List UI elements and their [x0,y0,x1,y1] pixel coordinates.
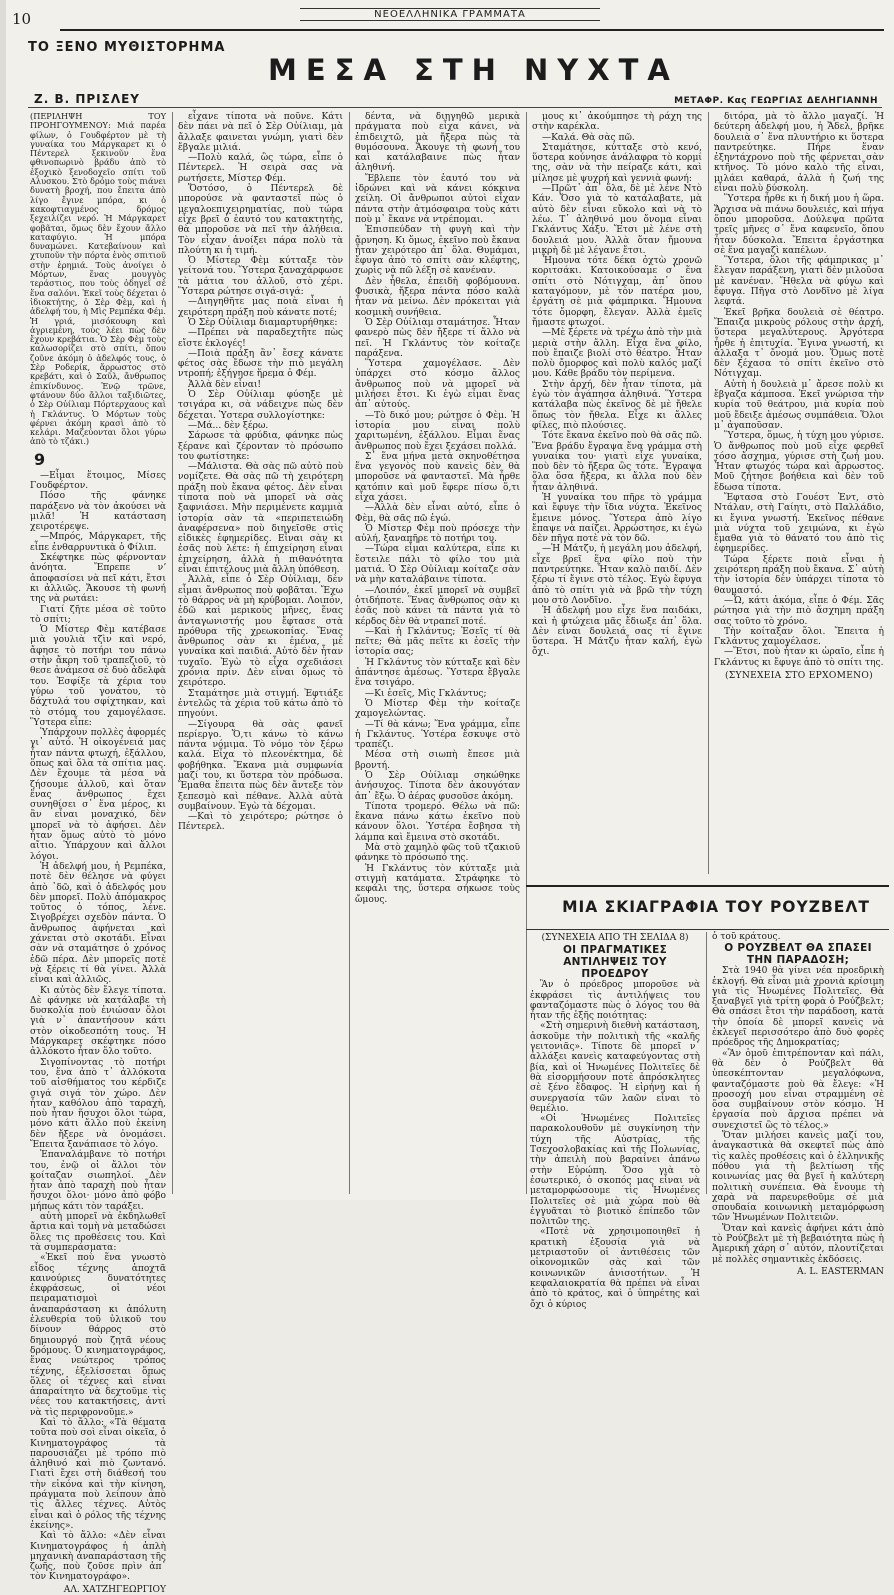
paragraph: —Ἀλλὰ δὲν εἶναι αὐτό, εἶπε ὁ Φὲμ, θὰ σᾶς πῶ ἐγώ. [355,503,520,524]
paragraph: Σ᾽ ἕνα μήνα μετὰ σκηνοθέτησα ἕνα γεγονὸς ποὺ κανεὶς δὲν θὰ μποροῦσε νὰ φανταστεῖ. Μὰ ἦρθε κατόπιν καὶ μοῦ ἔφερε πίσω ὅ,τι εἶχα χάσει. [355,451,520,503]
paragraph: Ὕστερα, ὅμως, ἡ τύχη μου γύρισε. Ὁ ἄνθρωπος ποὺ μοῦ εἶχε φερθεῖ τόσο ἄσχημα, γύρισε στὴ ζωή μου. Ἦταν φτωχός τώρα καὶ ἄρρωστος. Μοῦ ζήτησε βοήθεια καὶ δὲν τοῦ ἔδωσα τίποτα. [714,431,884,493]
page-edge-shadow [0,0,6,1200]
column-divider [349,112,350,1194]
paragraph: αὐτὴ μπορεῖ νὰ ἐκδηλωθεῖ ἄρτια καὶ τομὴ νὰ μεταδώσει ὅλες τις προθέσεις του. Καὶ τὰ συμπεράσματα: [30,1212,166,1253]
paragraph: Ἀλλὰ, εἶπε ὁ Σὲρ Οὐίλιαμ, δὲν εἶμαι ἄνθρωπος ποὺ φοβᾶται. Ἔχω τὸ θάρρος νὰ μὴ κρύβομαι. Λοιπόν, ἐδῶ καὶ μερικοὺς μῆνες, ἕνας ἀνταγωνιστής μου ἔφτασε στὰ πρόθυρα τῆς χρεωκοπίας. Ἔνας ἄνθρωπος σὰν κι ἐμένα, μὲ γυναίκα καὶ παιδιά. Αὐτὸ δὲν ἦταν τυχαῖο. Ἐγὼ τὸ εἶχα σχεδιάσει χρόνια πρίν. Δὲν εἶναι ὅμως τὸ χειρότερο. [178,575,343,689]
paragraph: Ἡ γυναίκα του πῆρε τὸ γράμμα καὶ ἔφυγε τὴν ἴδια νύχτα. Ἐκεῖνος ἔμεινε μόνος. Ὕστερα ἀπὸ λίγο ἔπαψε νὰ παίζει. Ἀρρώστησε, κι ἐγὼ δὲν πῆγα ποτὲ νὰ τὸν δῶ. [532,492,702,545]
column-1-paragraphs [30,471,166,1583]
roosevelt-signature: A. L. EASTERMAN [797,1266,884,1277]
paragraph: —Ἡ Μάτζυ, ἡ μεγάλη μου ἀδελφή, εἶχε βρεῖ ἕνα φίλο ποὺ τὴν παντρεύτηκε. Ἦταν καλὸ παιδί. Δὲν ξέρω τί ἔγινε στὸ τέλος. Ἐγὼ ἔφυγα ἀπὸ τὸ σπίτι γιὰ νὰ βρῶ τὴν τύχη μου στὸ Λονδῖνο. [532,544,702,606]
paragraph: —Πολὺ καλά, ὣς τώρα, εἶπε ὁ Πέντερελ. Ἡ σειρὰ σας νὰ ρωτήσετε, Μίστερ Φέμ. [178,153,343,184]
column-divider [526,112,527,1194]
roosevelt-article-title: ΜΙΑ ΣΚΙΑΓΡΑΦΙΑ ΤΟΥ ΡΟΥΖΒΕΛΤ [562,898,870,916]
paragraph: Σκέφτηκε πὼς φέρνονταν ἀνόητα. Ἔπρεπε νʼ ἀποφασίσει νὰ πεῖ κάτι, ἔτσι κι ἀλλιῶς. Ἄκουσε τὴ φωνή της νὰ ρωτάει: [30,553,166,605]
title-rule [28,107,882,108]
paragraph: —Κι ἐσεῖς, Μὶς Γκλάντυς; [365,688,487,699]
article-author: Ζ. Β. ΠΡΙΣΛΕΥ [34,92,140,106]
paragraph: —Μπρός, Μάργκαρετ, τῆς εἶπε ἐνθαρρυντικὰ ὁ Φίλιπ. [30,532,166,553]
paragraph: Ὁ Σὲρ Οὐίλιαμ διαμαρτυρήθηκε: [188,317,338,328]
paragraph: —Τί θὰ κάνω; Ἕνα γράμμα, εἶπε ἡ Γκλάντυς. Ὑστέρα ἔσκυψε στὸ τραπέζι. [355,719,520,751]
continued-note: (ΣΥΝΕΧΕΙΑ ΣΤΟ ΕΡΧΟΜΕΝΟ) [724,671,874,682]
paragraph: «Ἐκεῖ ποὺ ἕνα γνωστὸ εἶδος τέχνης ἀποχτᾶ καινούριες δυνατότητες ἐκφράσεως, οἱ νέοι πειραματισμοὶ ἀναπαράσταση κι ἀπόλυτη ἐλευθερία τοῦ ὑλικοῦ του δίνουν θάρρος στὸ δημιουργό ποὺ ζητᾶ νέους δρόμους. Ὁ κινηματογράφος, ἕνας νεώτερος τρόπος τέχνης, ἐξελίσσεται ὅπως ὅλες οἱ τέχνες καὶ εἶναι ἀπαραίτητο νὰ δεχτοῦμε τὶς νέες του κατακτήσεις, ἀντὶ νὰ τὶς περιφρονοῦμε.» [30,1253,166,1418]
header-rule [60,29,884,31]
paragraph: Ἐκεῖ βρῆκα δουλειὰ σὲ θέατρο. Ἔπαιζα μικροὺς ρόλους στὴν ἀρχή, ὕστερα μεγαλύτερους. Ἀργότερα ἦρθε ἡ ἐπιτυχία. Ἔγινα γνωστή, κι ἄλλαξα τ᾽ ὄνομά μου. Ὅμως ποτὲ δὲν ξέχασα τὸ σπίτι ἐκεῖνο στὸ Νότιγχαμ. [714,307,884,380]
paragraph: Στὴν ἀρχή, δὲν ἦταν τίποτα, μὰ ἐγὼ τὸν ἀγάπησα ἀληθινά. Ὕστερα κατάλαβα πὼς ἐκεῖνος δὲ μὲ ἤθελε ὅπως τὸν ἤθελα. Εἶχε κι ἄλλες φίλες, πιὸ πλούσιες. [532,379,702,431]
paragraph: Σταμάτησε, κύτταξε στὸ κενό, ὕστερα κούνησε ἀνάλαφρα τὸ κορμί της, σὰν νὰ τὴν πείραζε κάτι, καὶ μίλησε μὲ ψυχρή καὶ γεννιὰ φωνή: [532,142,702,184]
paragraph: —Τὸ δικό μου; ρώτησε ὁ Φὲμ. Ἡ ἱστορία μου εἶναι πολὺ χαριτωμένη, ἐξάλλου. Εἶμαι ἕνας ἄνθρωπος ποὺ ἔχει ξεχάσει πολλά. [355,410,520,452]
paragraph: Ἀλλὰ δὲν εἶναι! [188,379,262,390]
paragraph: Ὕστερα ἦρθε κι ἡ δική μου ἡ ὥρα. Ἄρχισα νὰ πιάνω δουλειές, καὶ πήγα ὅπου μποροῦσα. Δούλεψα πρῶτα τρεῖς μῆνες σ᾽ ἕνα καφενεῖο, ὅπου ἦταν δύσκολα. Ἔπειτα ἐργάστηκα σὲ ἕνα μαγαζὶ καπέλων. [714,194,884,256]
paragraph: Στὰ 1940 θὰ γίνει νέα προεδρικὴ ἐκλογή. Θὰ εἶναι μιὰ χρονιὰ κρίσιμη γιὰ τὶς Ἡνωμένες Πολιτεῖες. Θὰ ξαναβγεῖ γιὰ τρίτη φορὰ ὁ Ρούζβελτ; Θὰ σπάσει ἔτσι τὴν παράδοση, κατὰ τὴν ὁποία δὲ μπορεῖ κανεὶς νὰ ἐκλεγεῖ περισσότερο ἀπὸ δυὸ φορὲς πρόεδρος τῆς Δημοκρατίας; [712,966,884,1049]
column-7 [712,932,884,1277]
summary-text: (ΠΕΡΙΛΗΨΗ ΤΟΥ ΠΡΟΗΓΟΥΜΕΝΟΥ: Μιά παρέα φίλων, ὁ Γουδφέρτον μὲ τὴ γυναίκα του Μάργκαρετ κι ὁ Πέντερελ ξεκινοῦν ἕνα φθινοπωρινὸ βράδυ ἀπὸ τὸ ἐξοχικὸ ξενοδοχεῖο σπίτι τοῦ Αλυσκου. Στὸ δρόμο τοὺς πιάνει δυνατὴ βροχή, που ἔπειτα ἀπὸ λίγο ἔγινε μπόρα, κι ὁ κακοφτιαγμένος δρόμος ξεχειλίζει νερό. Ἡ Μάργκαρετ φοβᾶται, ὅμως δὲν ἔχουν ἄλλο καταφύγιο. Ἡ μπόρα δυναμώνει. Κατεβαίνουν καὶ χτυποῦν τὴν πόρτα ἑνὸς σπιτιοῦ στὴν ἐρημιά. Τοὺς ἀνοίγει ὁ Μόρτων, ἕνας μουγγὸς τεράστιος, που τοὺς ὁδηγεῖ σὲ ἕνα σαλόνι. Ἐκεῖ τοὺς δέχεται ὁ ἰδιοκτήτης, ὁ Σὲρ Φὲμ, καὶ ἡ ἀδελφή του, ἡ Μὶς Ρεμπέκα Φέμ. Ἡ γριά, μισόκουφη καὶ ἀγριεμένη, τοὺς λέει πὼς δὲν ἔχουν κρεβάτια. Ὁ Σὲρ Φὲμ τοὺς καλωσορίζει στὸ σπίτι, ὅπου ζοῦνε ἀκόμη ὁ ἀδελφός τους, ὁ Σὲρ Ροδερίκ, ἄρρωστος στὸ κρεβάτι, καὶ ὁ Σαῦλ, ἄνθρωπος ἐπικίνδυνος. Ἐνῷ τρῶνε, φτάνουν δύο ἄλλοι ταξιδιῶτες, ὁ Σὲρ Οὐίλιαμ Πόρτερχαους καὶ ἡ Γκλάντυς. Ὁ Μόρτων τοὺς φέρνει ἀκόμη κρασὶ ἀπὸ τὸ κελάρι. Μαζεύονται ὅλοι γύρω ἀπὸ τὸ τζάκι.) [30,111,166,447]
paragraph: —Διηγηθῆτε μας ποιὰ εἶναι ἡ χειρότερη πράξη ποὺ κάνατε ποτέ; [178,297,343,318]
paragraph: Ἡ ἀδελφή μου, ἡ Ρεμπέκα, ποτὲ δὲν θέλησε νὰ φύγει ἀπὸ ᾽δῶ, καὶ ὁ ἀδελφός μου δὲν μπορεῖ. Πολὺ ἀπόμακρος τοῦτος ὁ τόπος, λένε. Σιγοβρέχει σχεδὸν πάντα. Ὁ ἄνθρωπος ἀφήνεται καὶ χάνεται στὸ σκοτάδι. Εἶναι σὰν νὰ σταμάτησε ὁ χρόνος ἐδῶ πέρα. Δὲν μπορεῖς ποτὲ νὰ ξέρεις τί θὰ γίνει. Ἀλλὰ εἶναι καὶ ἀλλιῶς. [30,861,166,986]
paragraph: Ὁ Μίστερ Φὲμ κατέβασε μιὰ γουλιὰ τζὶν καὶ νερό, ἄφησε τὸ ποτήρι του πάνω στὴν ἄκρη τοῦ τραπεζιοῦ, τὸ θεσε ἀνάμεσα σὲ δυὸ ἀδελφὰ του. Ἐσφίξε τὰ χέρια του γύρω τοῦ γονάτου, τὸ δάχτυλά του σφίχτηκαν, καὶ τὸ στόμα του χαμογέλασε. Ὕστερα εἶπε: [30,625,166,728]
paragraph: —Λοιπόν, ἐκεῖ μπορεῖ νὰ συμβεῖ ὁτιδήποτε. Ἕνας ἄνθρωπος σὰν κι ἐσᾶς ποὺ κάνει τὰ πάντα γιὰ τὸ κέρδος δὲν θὰ ντραπεῖ ποτέ. [355,585,520,627]
paragraph: Πόσο τῆς φάνηκε παράξενο νὰ τὸν ἀκούσει νὰ μιλᾶ! Ἡ κατάσταση χειροτέρεψε. [30,491,166,533]
column-4-paragraphs [532,112,702,658]
paragraph: εἶχανε τίποτα νὰ ποῦνε. Κάτι δὲν πάει νὰ πεῖ ὁ Σὲρ Οὐίλιαμ, μὰ ἄλλαξε φαινεται γνώμη, γιατὶ δὲν ἔβγαλε μιλιά. [178,112,343,153]
paragraph: Ὅταν καὶ κανεὶς ἀφήνει κάτι ἀπὸ τὸ Ρούζβελτ μὲ τὴ βεβαιότητα πὼς ἡ Ἀμερική χάρη σ᾽ αὐτόν, πλουτίζεται μὲ πολλὲς σημαντικὲς ἐκδόσεις. [712,1223,884,1265]
column-divider [706,932,707,1194]
paragraph: διτόρα, μὰ τὸ ἄλλο μαγαζί. Ἡ δεύτερη ἀδελφή μου, ἡ Ἄδελ, βρῆκε δουλειὰ σ᾽ ἕνα πλυντήριο κι ὕστερα παντρεύτηκε. Πήρε ἕναν ἐξηντάχρονο ποὺ τῆς φέρνεται σὰν κτῆνος. Τὸ μόνο καλὸ τῆς εἶναι, μιλάει καθαρά, ἀλλὰ ἡ ζωή της εἶναι πολὺ δύσκολη. [714,112,884,195]
column-7-paragraphs [712,966,884,1265]
roosevelt-subheading-2: Ο ΡΟΥΖΒΕΛΤ ΘΑ ΣΠΑΣΕΙ ΤΗΝ ΠΑΡΑΔΟΣΗ; [724,942,872,967]
paragraph: Ὁ Σὲρ Οὐίλιαμ φύσηξε μὲ τσιγάρα κι, σὰ νάδειχνε πὼς δὲν δέχεται. Ὑστερα συλλογίστηκε: [178,390,343,421]
paragraph: —Πρέπει νὰ παραδεχτῆτε πὼς εἴστε ἐκλογές! [178,328,343,349]
continued-from-note: (ΣΥΝΕΧΕΙΑ ΑΠΟ ΤΗ ΣΕΛΙΔΑ 8) [541,933,689,943]
paragraph: Τότε ἔκανα ἐκεῖνο ποὺ θὰ σᾶς πῶ. Ἕνα βράδυ ἔγραψα ἕνα γράμμα στὴ γυναίκα του· γιατὶ εἶχε γυναίκα, ποὺ δὲν τὸ ἤξερα ὣς τότε. Ἔγραψα ὅλα ὅσα ἤξερα, κι ἄλλα ποὺ δὲν ἦταν ἀληθινά. [532,431,702,493]
paragraph: —Ποιὰ πράξη ἂν᾽ ἔσεχ κάνατε φέτος σὰς ἔδωσε τὴν πιὸ μεγάλη ντροπή; ἐξήγησε ἥρεμα ὁ Φέμ. [178,348,343,380]
paragraph: Ὁ Μίστερ Φὲμ τὴν κοίταζε χαμογελώντας. [355,698,520,720]
paragraph: —Καὶ ἡ Γκλάντυς; Ἐσεῖς τί θὰ πεῖτε; Θὰ μᾶς πεῖτε κι ἐσεῖς τὴν ἱστορία σας; [355,626,520,658]
paragraph: —Τώρα εἶμαι καλύτερα, εἶπε κι ἔστειλε πάλι τὸ φίλο του μιὰ ματιά. Ὁ Σὲρ Οὐίλιαμ κοίταζε σὰν νὰ μὴν καταλάβαινε τίποτα. [355,544,520,586]
column-divider [708,112,709,874]
paragraph: —Μά... δὲν ξέρω. [188,420,269,431]
roosevelt-subheading-1: ΟΙ ΠΡΑΓΜΑΤΙΚΕΣ ΑΝΤΙΛΗΨΕΙΣ ΤΟΥ ΠΡΟΕΔΡΟΥ [562,944,668,981]
paragraph: Ὁ Σὲρ Οὐίλιαμ σταμάτησε. Ἦταν φανερὸ πὼς δὲν ἤξερε τί ἄλλο νὰ πεῖ. Ἡ Γκλάντυς τὸν κοίταζε παράξενα. [355,317,520,359]
section-label: ΤΟ ΞΕΝΟ ΜΥΘΙΣΤΟΡΗΜΑ [28,40,226,55]
paragraph: Καὶ τὸ ἄλλο: «Δὲν εἶναι Κινηματογράφος ἡ ἀπλὴ μηχανικὴ ἀναπαράσταση τῆς ζωῆς, ποὺ ζοῦσε πρὶν ἀπ᾽ τὸν Κινηματογράφο». [30,1531,166,1583]
paragraph: «Στὴ σημερινὴ διεθνὴ κατάσταση, ἀσκοῦμε τὴν πολιτικὴ τῆς «καλῆς γειτονιᾶς». Τίποτε δὲ μπορεῖ ν᾽ ἀλλάξει κανεὶς καταφεύγοντας στὴ βία, καὶ οἱ Ἡνωμένες Πολιτεῖες δὲ θὰ εἰσορμήσουν ποτὲ ἀπρόσκλητες σὲ ξένο ἔδαφος. Ἡ εἰρήνη καὶ ἡ συνεργασία τῶν λαῶν εἶναι τὸ θεμέλιο. [530,1021,700,1114]
paragraph: Δὲν ἦθελα, ἐπειδὴ φοβόμουνα. Φυσικὰ, ἤξερα πάντα πόσο καλὰ ἦταν νὰ μείνω. Δὲν πρόκειται γιὰ κοσμικὴ συνήθεια. [355,276,520,318]
paragraph: —Πρῶτ᾽ ἀπ᾽ ὅλα, δὲ μὲ λένε Ντὸ Κάν. Ὅσο γιὰ τὸ κατάλαβατε, μὰ αὐτὸ δὲν εἶναι εὔκολο καὶ νὰ τὸ λέω. Τ᾽ ἀληθινό μου ὄνομα εἶναι Γκλάντυς Χάξυ. Ἔτσι μὲ λένε στὴ δουλειά μου. Ἀλλὰ ὅταν ἤμουνα μικρὴ δὲ μὲ λέγανε ἔτσι. [532,184,702,256]
paragraph: Ἐπαναλάμβανε τὸ ποτήρι του, ἐνῷ οἱ ἄλλοι τὸν κοίταζαν σιωπηλοί. Δὲν ἦταν ἀπὸ ταραχὴ ποὺ ἦταν ἥσυχοι ὅλοι· μόνο ἀπὸ φόβο μήπως κάτι τὸν ταράξει. [30,1150,166,1212]
paragraph: Ὅστόσο, ὁ Πέντερελ δὲ μπορούσε νὰ φανταστεῖ πὼς ὁ μεγαλοεπιχειρηματίας, ποὺ τώρα εἶχε βρεῖ ὁ ἑαυτό του κατακτητὴς, θὰ μποροῦσε νὰ πεῖ τὴν ἀλήθεια. Τὸν εἶχαν ἀνοίξει πάρα πολὺ τὰ πλούτη κι ἡ τιμή. [178,184,343,256]
paragraph: Ἡ Γκλάντυς τὸν κύτταξε μιὰ στιγμὴ κατάματα. Στράφηκε τὸ κεφάλι της, ὕστερα σήκωσε τοὺς ὤμους. [355,863,520,905]
column-1-signature: ΑΛ. ΧΑΤΖΗΓΕΩΡΓΙΟΥ [63,1584,166,1595]
paragraph: —Μάλιστα. Θὰ σὰς πῶ αὐτὸ ποὺ νομίζετε. Θὰ σὰς πῶ τὴ χειρότερη πράξη ποὺ ἔκανα φέτος. Δὲν εἶναι τίποτα ποὺ νὰ μπορεῖ νὰ σὰς ξαφνιάσει. Μὴν περιμένετε καμμιὰ ἱστορία σὰν τὰ «περιπετειώδη ἀναφέρσενα» ποὺ διηγεῖσθε στὶς εἰδικὲς ἐφημερίδες. Εἶναι σὰν κι ἐσᾶς ποὺ λέτε: ἡ ἐπιχείρηση εἶναι ἐπιχείρηση, ἀλλὰ ἡ πιθανότητα εἶναι ἐπιτέλους μιὰ ἄλλη ὑπόθεση. [178,462,343,576]
paragraph: Τώρα ξέρετε ποιὰ εἶναι ἡ χειρότερη πράξη ποὺ ἔκανα. Σ᾽ αὐτὴ τὴν ἱστορία δὲν ὑπάρχει τίποτα τὸ θαυμαστό. [714,554,884,596]
paragraph: «Ἂν ὁμοῦ ἐπιτρέπονταν καὶ πάλι, θὰ δὲν ὁ Ρούζβελτ θὰ ὑπεσκέπτονταν μεγαλόφωνα, φανταζόμαστε ποὺ θὰ ἔλεγε: «Ἡ προσοχή μου εἶναι στραμμένη σὲ ὅσα συμβαίνουν στὸν κόσμο. Ἡ ἐργασία ποὺ ἄρχισα πρέπει νὰ συνεχιστεῖ ὣς τὸ τέλος.» [712,1048,884,1131]
paragraph: Γιατί ζῆτε μέσα σὲ τοῦτο τὸ σπίτι; [30,604,166,625]
column-6 [530,932,700,1310]
column-4 [532,112,702,874]
paragraph: Ὁ Μίστερ Φὲμ κύτταξε τὸν γείτονά του. Ὕστερα ξαναχάρφωσε τὰ μάτια του ἀλλοῦ, στὸ χέρι. Ὕστερα ρώτησε σιγά-σιγά: [178,256,343,298]
paragraph: δέντα, νὰ διηγηθῶ μερικὰ πράγματα ποὺ εἶχα κάνει, νὰ ἐπιδειχτῶ, μὰ ἤξερα πὼς τὰ θυμόσουνα. Ἄκουγε τὴ φωνή του καὶ κατάλαβαινε πὼς ἦταν ἀληθινή. [355,112,520,174]
column-3-paragraphs [355,112,520,905]
column-7-lead: ὁ τοῦ κράτους. [712,932,781,942]
column-5 [714,112,884,874]
paragraph: Ἔβλεπε τὸν ἑαυτό του νὰ ἱδρώνει καὶ νὰ κάνει κόκκινα χείλη. Οἱ ἄνθρωποι αὐτοὶ εἶχαν πάντα στὴν ἀτμόσφαιρα τοὺς κάτι ποὺ μ᾽ ἔκανε νὰ ντρέπομαι. [355,173,520,225]
column-5-paragraphs [714,112,884,668]
paragraph: Σταμάτησε μιὰ στιγμή. Ἐφτιάξε ἐντελῶς τὰ χέρια τοῦ κάτω ἀπὸ τὸ πηγούνι. [178,688,343,720]
paragraph: Ὁ Μίστερ Φὲμ ποὺ πρόσεχε τὴν αὐλή, ξαναπῆρε τὸ ποτήρι του. [355,523,520,545]
paragraph: μους κι᾽ ἀκούμπησε τὴ ράχη της στὴν καρέκλα. [532,112,702,133]
paragraph: Ἦμουνα τότε δέκα ὀχτὼ χρονῶ κοριτσάκι. Κατοικούσαμε σ᾽ ἕνα σπίτι στὸ Νότιγχαμ, ἀπ᾽ ὅπου καταγόμουν, μὲ τὸν πατέρα μου, ἐργάτη σὲ μιὰ φάμπρικα. Ἤμουνα τότε ὄμορφη, ἔλεγαν. Ἀλλὰ ἐμεῖς ἤμαστε φτωχοί. [532,256,702,328]
paragraph: Ἂν ὁ πρόεδρος μποροῦσε νὰ ἐκφράσει τὶς ἀντιλήψεις του φανταζόμαστε πὼς ὁ λόγος του θὰ ἦταν τῆς ἑξῆς ποιότητας: [530,980,700,1022]
paragraph: —Καλά. Θὰ σὰς πῶ. [542,132,635,143]
paragraph: Ὅταν μιλήσει κανεὶς μαζί του, ἀναγκαστικὰ θὰ σκεφτεῖ πὼς ἀπὸ τὶς καλὲς προθέσεις καὶ ὁ ἑλληνικῆς πόθου γιὰ τὴ βελτίωση τῆς κοινωνίας μας θὰ βγεῖ ἡ καλύτερη πολιτικὴ συνέπεια. Θὰ ἔνουμε τὴ χαρὰ νὰ παρευρεθοῦμε σὲ μιὰ σπουδαία κοινωνικὴ μεταμόρφωση τῶν Ἡνωμένων Πολιτειῶν. [712,1131,884,1224]
paragraph: Ἡ ἀδελφή μου εἶχε ἕνα παιδάκι, καὶ ἡ φτώχεια μᾶς ἔδιωξε ἀπ᾽ ὅλα. Δὲν εἶναι δουλειά σας τί ἔγινε ὕστερα. Ἡ Μάτζυ ἦταν καλή, ἐγὼ ὄχι. [532,606,702,658]
paragraph: —Καὶ τὸ χειρότερο; ρώτησε ὁ Πέντερελ. [178,812,343,833]
paragraph: —Σίγουρα θὰ σὰς φανεῖ περίεργο. Ὅ,τι κάνω τὸ κάνω πάντα νόμιμα. Τὸ νόμο τὸν ξέρω καλά. Εἶχα τὸ πλεονέκτημα, δὲ φοβήθηκα. Ἔκανα μιὰ συμφωνία μαζί του, κι ὕστερα τὸν πρόδωσα. Ἔμαθα ἔπειτα πὼς δὲν ἄντεξε τὸν ξεπεσμὸ καὶ πέθανε. Ἀλλὰ αὐτὰ συμβαίνουν. Ἐγὼ τὰ δέχομαι. [178,719,343,812]
paragraph: Αὐτὴ ἡ δουλειὰ μ᾽ ἄρεσε πολὺ κι ἔβγαζα κάμποσα. Ἐκεῖ γνώρισα τὴν κυρία τοῦ θεάτρου, μιὰ κυρία ποὺ μοῦ ἔδειξε ἀμέσως συμπάθεια. Ὅλοι μ᾽ ἀγαποῦσαν. [714,379,884,431]
article-translator: ΜΕΤΑΦΡ. Κας ΓΕΩΡΓΙΑΣ ΔΕΛΗΓΙΑΝΝΗ [674,96,878,106]
paragraph: Καὶ τὸ ἄλλο: «Τὰ θέματα τοῦτα ποὺ σοὶ εἶναι οἰκεῖα, ὁ Κινηματογράφος τὰ παρουσιάζει μὲ τρόπο πιὸ ἀληθινό καὶ πιὸ ζωντανό. Γιατὶ ἔχει στὴ διάθεσή του τὴν εἰκόνα καὶ τὴν κίνηση, πράγματα ποὺ λείπουν ἀπὸ τὶς ἄλλες τέχνες. Αὐτὸς εἶναι καὶ ὁ ρόλος τῆς τέχνης ἐκείνης». [30,1418,166,1531]
paragraph: —Μὲ ξέρετε νὰ τρέχω ἀπὸ τὴν μιὰ μεριὰ στὴν ἄλλη. Εἶχα ἕνα φίλο, ποὺ ἔπαιζε βιολί στὸ θέατρο. Ἦταν πολὺ ὄμορφος καὶ πολὺ καλός μαζί μου. Κάθε βράδυ τὸν περίμενα. [532,328,702,380]
paragraph: —Εἶμαι ἕτοιμος, Μίσες Γουδφέρτον. [30,470,166,491]
article-title: ΜΕΣΑ ΣΤΗ ΝΥΧΤΑ [268,53,679,87]
paragraph: Τίποτα τρομερό. Θέλω νὰ πῶ: ἔκανα πάνω κάτω ἐκεῖνο ποὺ κάνουν ὅλοι. Ὑστέρα ἔσβησα τὴ λάμπα καὶ ἔμεινα στὸ σκοτάδι. [355,801,520,843]
paragraph: Ὁ Σὲρ Οὐίλιαμ σηκώθηκε ἀνήσυχος. Τίποτα δὲν ἀκουγόταν ἀπ᾽ ἔξω. Ὁ ἀέρας φυσοῦσε ἀκόμη. [355,771,520,802]
column-2 [178,112,343,1194]
chapter-number: 9 [34,449,46,469]
paragraph: «Οἱ Ἡνωμένες Πολιτεῖες παρακολουθοῦν μὲ συγκίνηση τὴν τύχη τῆς Αὐστρίας, τῆς Τσεχοσλοβακίας καὶ τῆς Πολωνίας, τὴν ἀπειλὴ ποὺ βαραίνει ἀπάνω στὴν Εὐρώπη. Ὅσο γιὰ τὸ ἐσωτερικό, ὁ σκοπός μας εἶναι νὰ μεταμορφώσουμε τὶς Ἡνωμένες Πολιτεῖες σὲ μιὰ χώρα ποὺ θὰ ἐγγυᾶται τὸ βιοτικὸ ἐπίπεδο τῶν πολιτῶν της. [530,1114,700,1228]
paragraph: Σάρωσε τὰ φρύδια, φάνηκε πὼς ξέρανε καὶ ζέρονταν τὸ πρόσωπο του φωτίστηκε: [178,431,343,462]
paragraph: —Ὦ, κάτι ἀκόμα, εἶπε ὁ Φέμ. Σᾶς ρώτησα γιὰ τὴν πιὸ ἄσχημη πράξη σας τοῦτο τὸ χρόνο. [714,595,884,627]
paragraph: Μέσα στὴ σιωπὴ ἔπεσε μιὰ βροντή. [355,750,520,771]
paragraph: Ὕστερα χαμογέλασε. Δὲν ὑπάρχει στὸ κόσμο ἄλλος ἄνθρωπος ποὺ νὰ μπορεῖ νὰ μιλήσει ἔτσι. Κι ἐγὼ εἶμαι ἕνας ἀπ᾽ αὐτούς. [355,359,520,411]
paragraph: Ὕστερα, ὅλοι τῆς φάμπρικας μ᾽ ἔλεγαν παράξενη, γιατὶ δὲν μιλοῦσα μὲ κανέναν. Ἤθελα νὰ φύγω καὶ ἔφυγα. Πῆγα στὸ Λονδῖνο μὲ λίγα λεφτά. [714,256,884,308]
column-divider [172,112,173,1194]
paragraph: Μὰ στὸ χαμηλὸ φῶς τοῦ τζακιοῦ φάνηκε τὸ πρόσωπό της. [355,843,520,864]
paragraph: Ὑπάρχουν πολλὲς ἀφορμές γι᾽ αὐτό. Ἡ οἰκογένειά μας ἦταν πάντα φτωχή, ἐξάλλου, ὅπως καὶ ὅλα τὰ σπίτια μας. Δὲν ἔχουμε τὰ μέσα νὰ ζήσουμε ἀλλοῦ, καὶ ὅταν ἕνας ἄνθρωπος ἔχει συνηθίσει σ᾽ ἕνα μέρος, κι ἂν εἶναι μοναχικό, δὲν μπορεῖ νὰ τὸ ἀφήσει. Δὲν ἦταν ὅμως αὐτὸ τὸ μόνο αἴτιο. Ὑπάρχουν καὶ ἄλλοι λόγοι. [30,728,166,862]
paragraph: «Ποτὲ νὰ χρησιμοποιηθεῖ ἡ κρατικὴ ἐξουσία γιὰ νὰ μετριαστοῦν οἱ ἀντιθέσεις τῶν οἰκονομικῶν σὰς καὶ τῶν κοινωνικῶν ἀνισοτήτων. Ἡ κεφαλαιοκρατία θὰ πρέπει νὰ εἶναι ἀπὸ τὸ κράτος, καὶ ὁ ὑπηρέτης καὶ ὄχι ὁ κύριος [530,1227,700,1310]
column-2-paragraphs [178,112,343,833]
paragraph: Σιγοπίνοντας τὸ ποτήρι του, ἕνα ἀπὸ τ᾽ ἀλλόκοτα τοῦ αἰσθήματος του κέρδιζε σιγά σιγά τὸν χώρο. Δὲν ἦταν καθόλου ἀπὸ ταραχὴ, ποὺ ἦταν ἥσυχοι ὅλοι τώρα, μόνο κάτι ἄλλο ποὺ ἐκείνη δὲν ἤξερε νὰ ὀνομάσει. Ἔπειτα ξανάπιασε τὸ λόγο. [30,1057,166,1150]
column-3 [355,112,520,1194]
paragraph: Ἐπισπεύδαν τὴ φυγὴ καὶ τὴν ἄρνηση. Κι ὅμως, ἐκεῖνο ποὺ ἔκανα ἦταν χειρότερο ἀπ᾽ ὅλα. Θυμάμαι, ἔφυγα ἀπὸ τὸ σπίτι σὰν κλέφτης, χωρὶς νὰ πῶ λέξη σὲ κανέναν. [355,225,520,277]
paragraph: Ἔφτασα στὸ Γουέστ Ἐντ, στὸ Ντάλαν, στὴ Γαίητι, στὸ Παλλάδιο, κι ἔγινα γνωστή. Ἐκεῖνος πέθανε μιὰ νύχτα τοῦ χειμώνα, κι ἐγὼ ἔμαθα γιὰ τὸ θάνατό του ἀπὸ τὶς ἐφημερίδες. [714,492,884,555]
journal-name: ΝΕΟΕΛΛΗΝΙΚΑ ΓΡΑΜΜΑΤΑ [300,8,600,21]
column-1 [30,111,166,1595]
paragraph: —Ἔτσι, ποὺ ἦταν κι ὡραῖο, εἶπε ἡ Γκλάντυς κι ἔφυγε ἀπὸ τὸ σπίτι της. [714,647,884,668]
page-number: 10 [12,10,32,28]
column-6-paragraphs [530,980,700,1310]
paragraph: Τὴν κοίταξαν ὅλοι. Ἔπειτα ἡ Γκλάντυς χαμογέλασε. [714,626,884,648]
paragraph: Ἡ Γκλάντυς τὸν κύτταξε καὶ δὲν ἀπάντησε ἀμέσως. Ὕστερα ἔβγαλε ἕνα τσιγάρο. [355,657,520,689]
paragraph: Κι αὐτὸς δὲν ἔλεγε τίποτα. Δὲ φάνηκε νὰ κατάλαβε τὴ δυσκολία ποὺ ἐνιώσαν ὅλοι γιὰ ν᾽ ἀπαντήσουν κάτι στὸν οἰκοδεσπότη τους. Ἡ Μάργκαρετ σκέφτηκε πόσο ἀλλόκοτο ἦταν ὅλο τοῦτο. [30,985,166,1058]
